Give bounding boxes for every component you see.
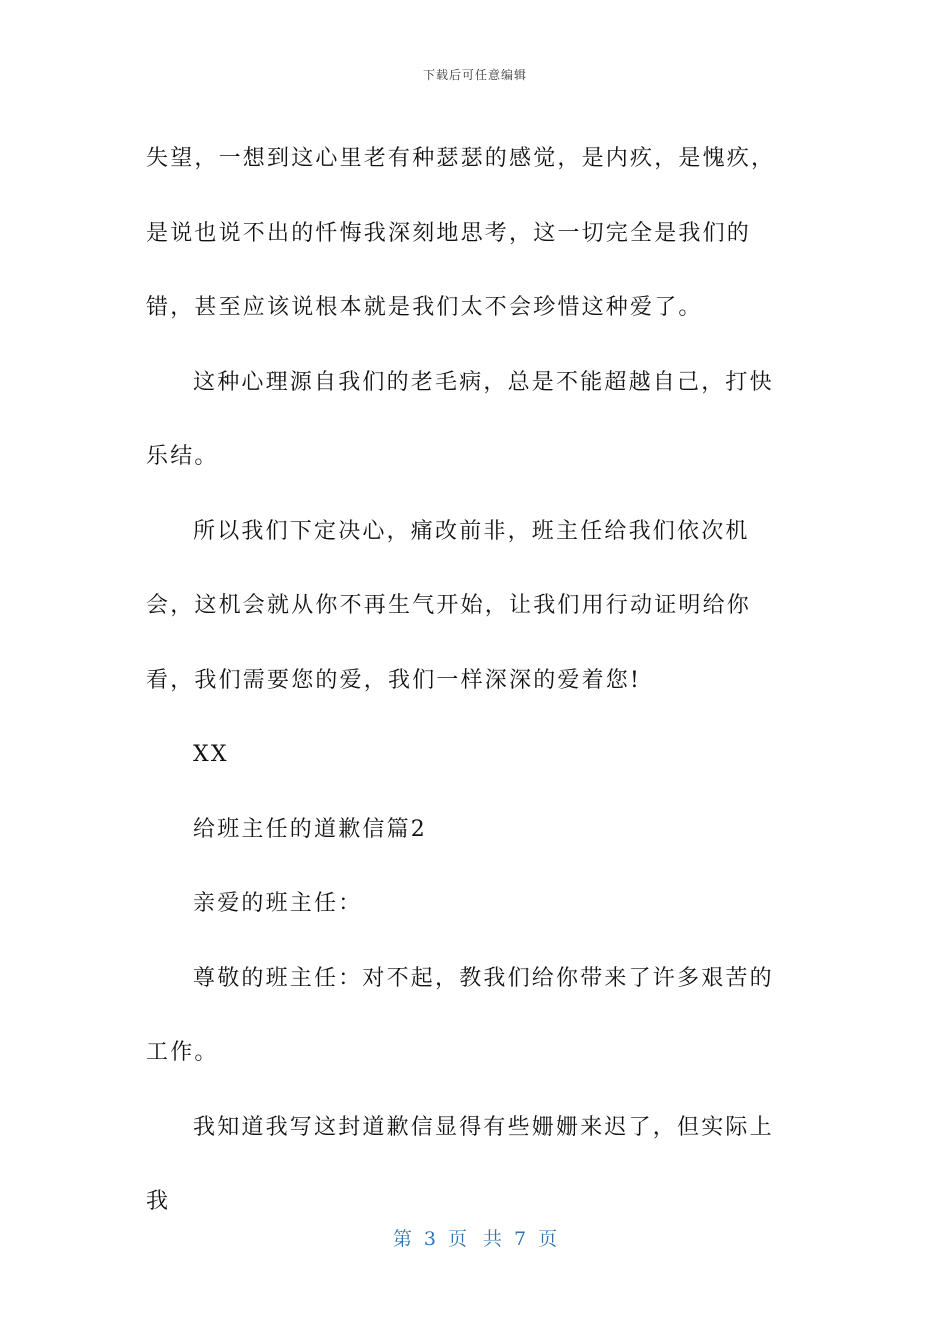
paragraph: 这种心理源自我们的老毛病，总是不能超越自己，打快乐结。 [146, 369, 774, 469]
signature-line: XX [193, 742, 229, 767]
paragraph: 尊敬的班主任：对不起，教我们给你带来了许多艰苦的工作。 [146, 965, 774, 1065]
section-title: 给班主任的道歉信篇2 [193, 816, 427, 842]
paragraph: 失望，一想到这心里老有种瑟瑟的感觉，是内疚，是愧疚，是说也说不出的忏悔我深刻地思考，这一切完全是我们的错，甚至应该说根本就是我们太不会珍惜这种爱了。 [146, 146, 776, 320]
footer-suffix: 页 [538, 1228, 558, 1250]
page-header: 下载后可任意编辑 [422, 68, 527, 82]
paragraph: 我知道我写这封道歉信显得有些姗姗来迟了，但实际上我 [146, 1114, 774, 1214]
page-footer [0, 1224, 950, 1251]
salutation: 亲爱的班主任： [193, 891, 363, 916]
footer-total-pages: 7 [514, 1228, 527, 1250]
footer-current-page: 3 [423, 1228, 436, 1250]
paragraph: 所以我们下定决心，痛改前非，班主任给我们依次机会，这机会就从你不再生气开始，让我们用行动证明给你看，我们需要您的爱，我们一样深深的爱着您! [146, 518, 752, 693]
document-body [146, 122, 796, 1240]
footer-prefix: 第 [392, 1228, 412, 1250]
footer-middle: 页 共 [447, 1228, 503, 1250]
